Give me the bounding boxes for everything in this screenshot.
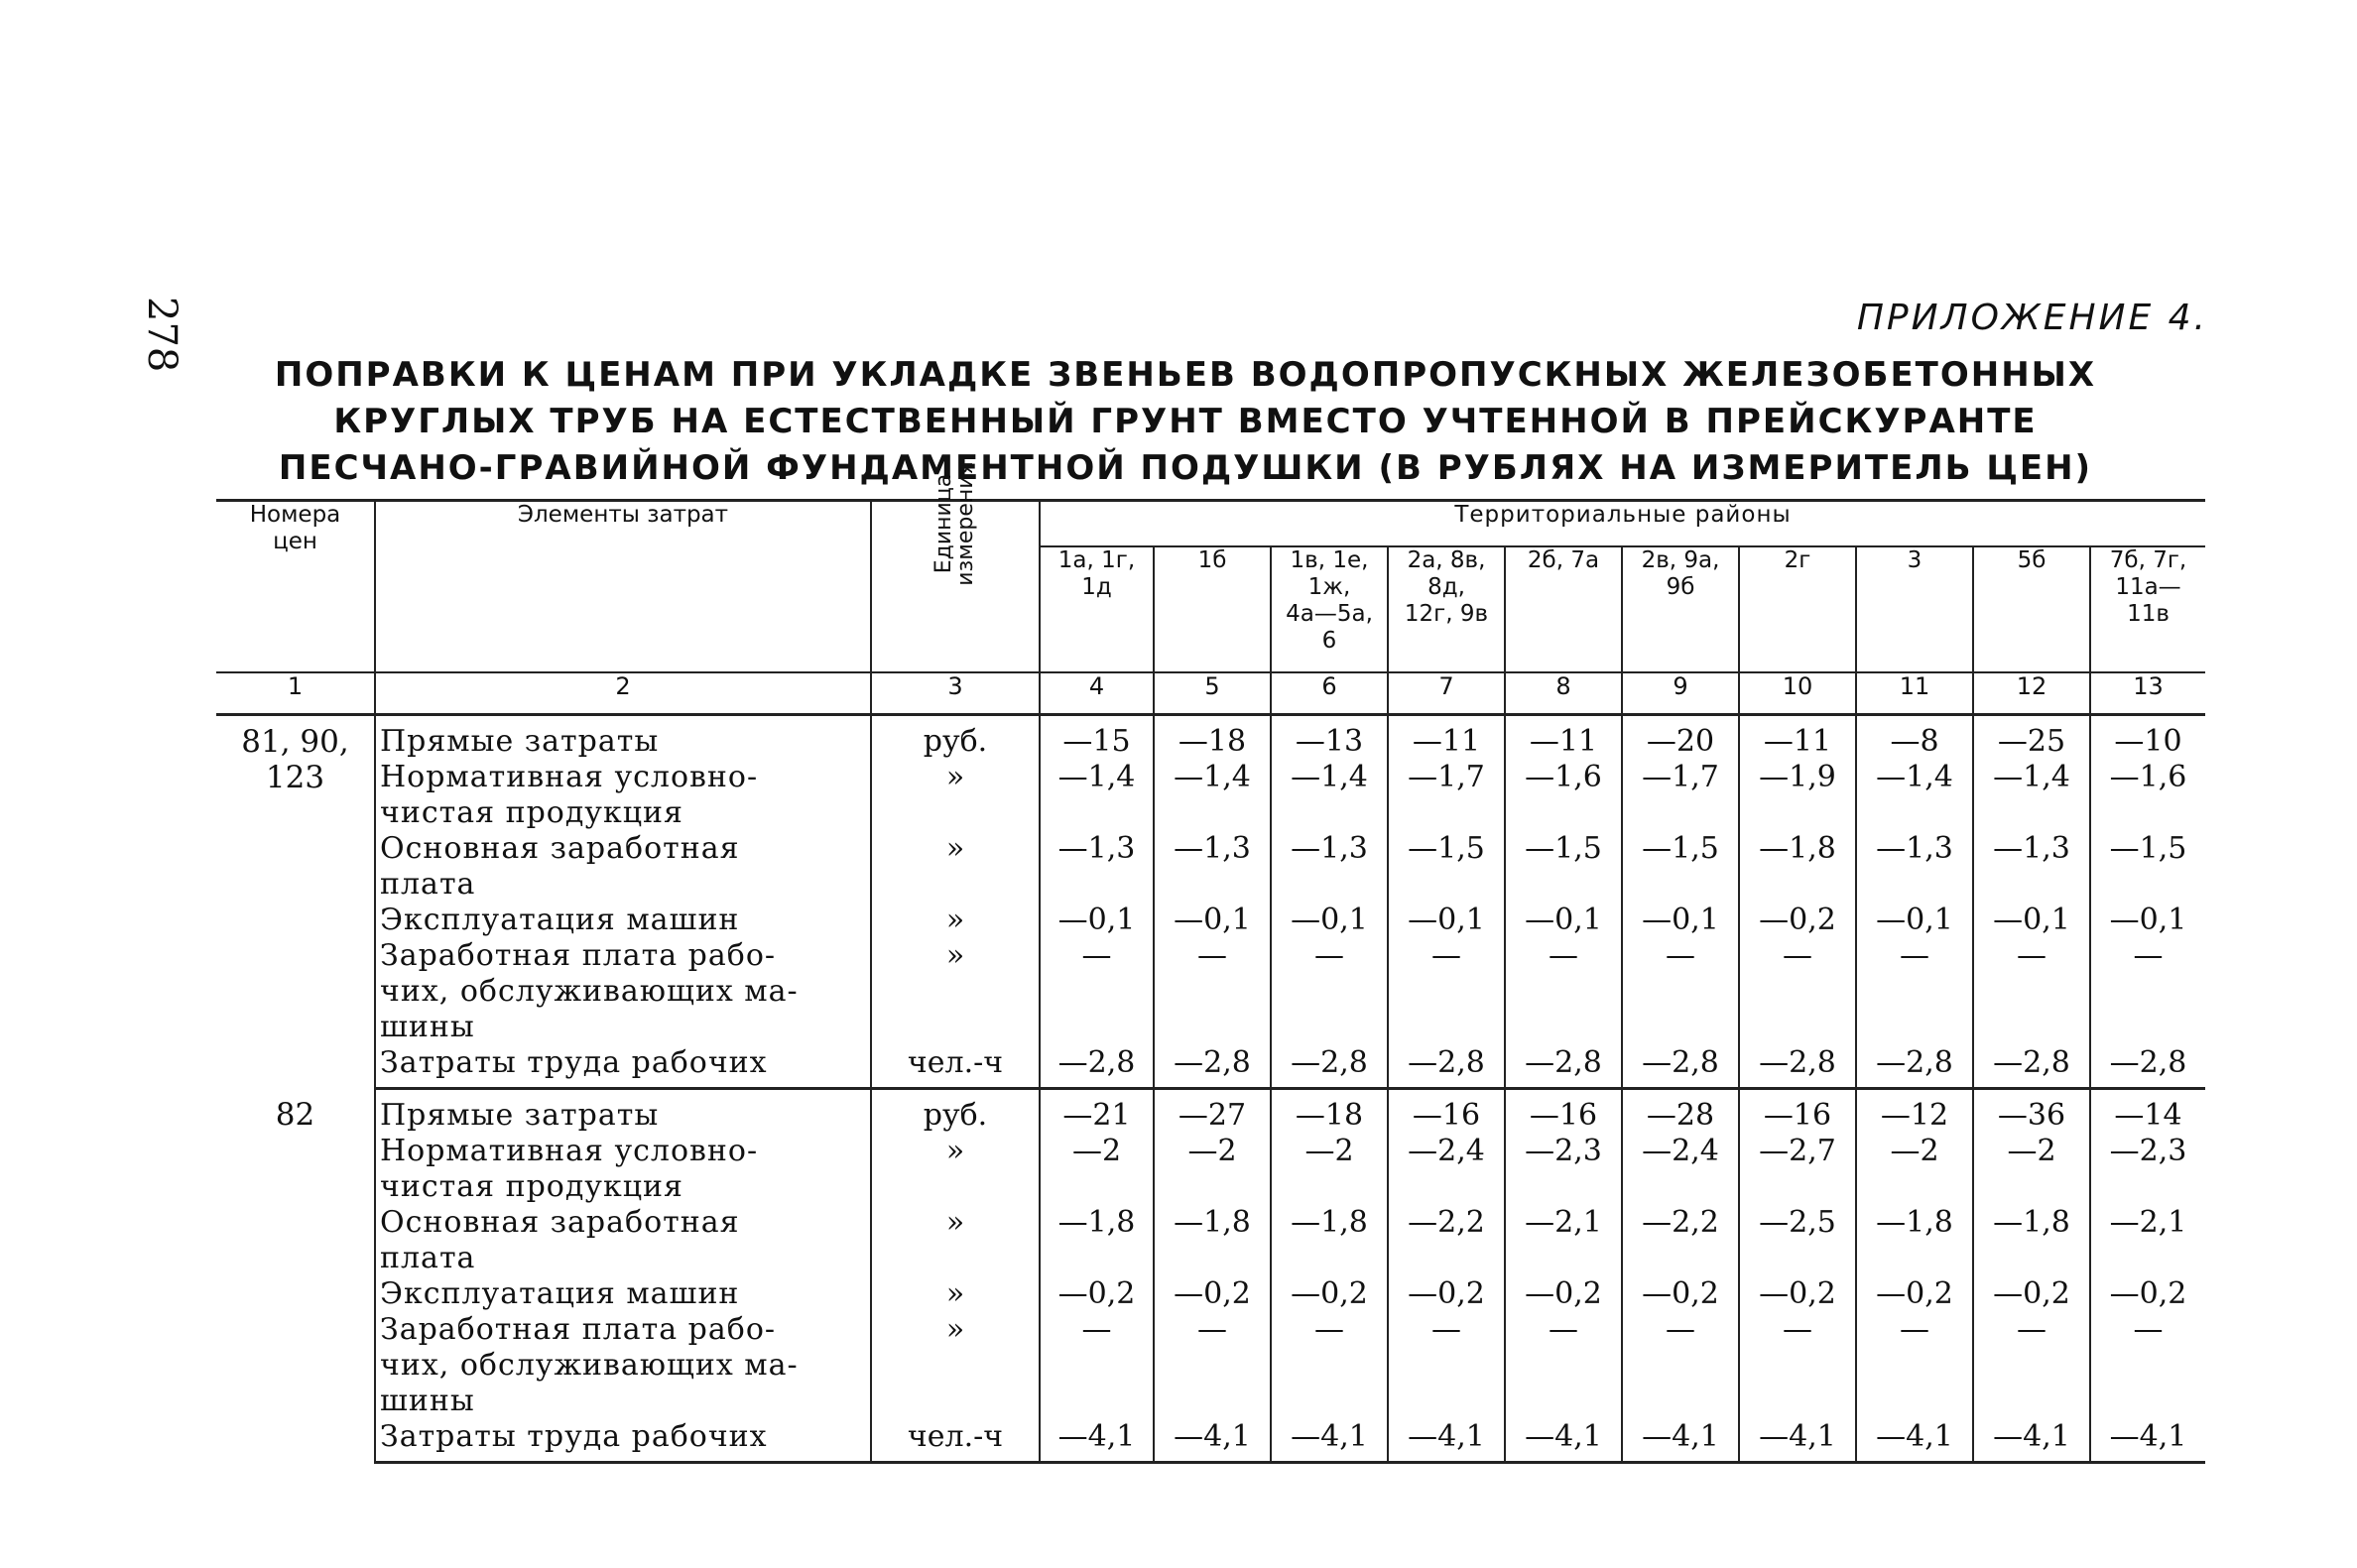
value-cell: —2: [1973, 1134, 2090, 1205]
cost-element-line: Нормативная условно-: [380, 760, 759, 794]
value-cell: —18: [1271, 1089, 1388, 1135]
header-text-line: Номера: [249, 502, 341, 528]
table-row: [216, 1312, 2205, 1419]
cost-element-cell: [375, 760, 871, 831]
value-cell: —: [1154, 1312, 1271, 1419]
value-cell: —1,3: [1271, 831, 1388, 903]
value-cell: —0,2: [1271, 1276, 1388, 1312]
cost-element-line: плата: [380, 1241, 476, 1275]
value-cell: —1,6: [1505, 760, 1622, 831]
value-cell: —2,8: [1856, 1045, 1973, 1089]
value-cell: —27: [1154, 1089, 1271, 1135]
value-cell: —2,8: [1040, 1045, 1154, 1089]
value-cell: —18: [1154, 715, 1271, 761]
cost-element-cell: [375, 1089, 871, 1135]
region-label-line: 1ж,: [1307, 574, 1351, 600]
value-cell: —4,1: [1739, 1419, 1856, 1463]
value-cell: —2,8: [1622, 1045, 1739, 1089]
column-number: 8: [1505, 672, 1622, 715]
column-number: 13: [2090, 672, 2205, 715]
region-label-line: 2в, 9а,: [1641, 547, 1720, 573]
cost-element-line: чистая продукция: [380, 1169, 683, 1204]
region-header: [1271, 546, 1388, 672]
price-number-line: 123: [265, 760, 325, 795]
value-cell: —8: [1856, 715, 1973, 761]
table-row: [216, 760, 2205, 831]
header-unit: [871, 461, 1040, 673]
region-label-line: 2б, 7а: [1527, 547, 1600, 573]
value-cell: —4,1: [1856, 1419, 1973, 1463]
value-cell: —1,8: [1154, 1205, 1271, 1276]
value-cell: —1,9: [1739, 760, 1856, 831]
cost-element-cell: [375, 1205, 871, 1276]
unit-cell: »: [871, 903, 1040, 938]
value-cell: —0,1: [1040, 903, 1154, 938]
value-cell: —1,8: [1040, 1205, 1154, 1276]
column-number: 6: [1271, 672, 1388, 715]
value-cell: —2,3: [2090, 1134, 2205, 1205]
value-cell: —: [1973, 1312, 2090, 1419]
unit-cell: »: [871, 1276, 1040, 1312]
region-label-line: 7б, 7г,: [2109, 547, 2187, 573]
value-cell: —4,1: [1040, 1419, 1154, 1463]
header-price-numbers: [216, 501, 375, 673]
value-cell: —0,1: [1271, 903, 1388, 938]
value-cell: —: [1856, 1312, 1973, 1419]
cost-element-line: плата: [380, 867, 476, 902]
cost-element-cell: [375, 903, 871, 938]
title-line: ПОПРАВКИ К ЦЕНАМ ПРИ УКЛАДКЕ ЗВЕНЬЕВ ВОДОПРОПУСКНЫХ ЖЕЛЕЗОБЕТОННЫХ: [274, 355, 2097, 395]
region-label-line: 11в: [2127, 601, 2170, 627]
value-cell: —1,4: [1040, 760, 1154, 831]
column-number: 10: [1739, 672, 1856, 715]
region-header: [2090, 546, 2205, 672]
value-cell: —2,2: [1622, 1205, 1739, 1276]
table-row: [216, 1205, 2205, 1276]
header-text-line: измерения: [952, 461, 978, 586]
table-body: [216, 715, 2205, 1463]
unit-cell: »: [871, 760, 1040, 831]
value-cell: —0,1: [1505, 903, 1622, 938]
value-cell: —28: [1622, 1089, 1739, 1135]
value-cell: —1,8: [1739, 831, 1856, 903]
value-cell: —: [1856, 938, 1973, 1045]
value-cell: —12: [1856, 1089, 1973, 1135]
cost-element-cell: [375, 831, 871, 903]
value-cell: —0,2: [2090, 1276, 2205, 1312]
region-header: [1505, 546, 1622, 672]
value-cell: —2,3: [1505, 1134, 1622, 1205]
value-cell: —20: [1622, 715, 1739, 761]
value-cell: —13: [1271, 715, 1388, 761]
value-cell: —2,1: [1505, 1205, 1622, 1276]
cost-element-line: Основная заработная: [380, 831, 740, 866]
value-cell: —4,1: [1505, 1419, 1622, 1463]
cost-element-line: чистая продукция: [380, 795, 683, 830]
value-cell: —2: [1271, 1134, 1388, 1205]
value-cell: —2,2: [1388, 1205, 1505, 1276]
value-cell: —11: [1505, 715, 1622, 761]
value-cell: —: [1505, 1312, 1622, 1419]
cost-element-cell: [375, 1419, 871, 1463]
value-cell: —4,1: [1154, 1419, 1271, 1463]
value-cell: —2,8: [1973, 1045, 2090, 1089]
value-cell: —1,4: [1973, 760, 2090, 831]
cost-element-line: Прямые затраты: [380, 1098, 660, 1133]
column-number: 9: [1622, 672, 1739, 715]
value-cell: —: [1388, 1312, 1505, 1419]
region-label-line: 11а—: [2115, 574, 2181, 600]
price-number-cell: [216, 715, 375, 1089]
region-header: [1622, 546, 1739, 672]
unit-cell: »: [871, 1205, 1040, 1276]
value-cell: —2,8: [1739, 1045, 1856, 1089]
unit-cell: »: [871, 1134, 1040, 1205]
value-cell: —2: [1154, 1134, 1271, 1205]
value-cell: —2,8: [1154, 1045, 1271, 1089]
column-number: 7: [1388, 672, 1505, 715]
value-cell: —2,7: [1739, 1134, 1856, 1205]
value-cell: —: [2090, 1312, 2205, 1419]
value-cell: —1,8: [1271, 1205, 1388, 1276]
table-row: [216, 715, 2205, 761]
value-cell: —: [1505, 938, 1622, 1045]
value-cell: —2,5: [1739, 1205, 1856, 1276]
value-cell: —: [2090, 938, 2205, 1045]
cost-element-line: Затраты труда рабочих: [380, 1419, 768, 1454]
appendix-label: ПРИЛОЖЕНИЕ 4.: [1856, 298, 2208, 338]
value-cell: —2: [1040, 1134, 1154, 1205]
value-cell: —11: [1739, 715, 1856, 761]
value-cell: —0,2: [1739, 1276, 1856, 1312]
table-row: [216, 1045, 2205, 1089]
column-number: 4: [1040, 672, 1154, 715]
column-number: 11: [1856, 672, 1973, 715]
cost-element-cell: [375, 715, 871, 761]
value-cell: —4,1: [1388, 1419, 1505, 1463]
region-label-line: 2а, 8в,: [1407, 547, 1486, 573]
value-cell: —: [1040, 1312, 1154, 1419]
value-cell: —1,8: [1856, 1205, 1973, 1276]
cost-element-line: чих, обслуживающих ма-: [380, 1348, 799, 1383]
value-cell: —21: [1040, 1089, 1154, 1135]
table-row: [216, 831, 2205, 903]
value-cell: —: [1622, 1312, 1739, 1419]
region-label-line: 4а—5а,: [1286, 601, 1373, 627]
value-cell: —0,2: [1622, 1276, 1739, 1312]
value-cell: —11: [1388, 715, 1505, 761]
value-cell: —2,4: [1388, 1134, 1505, 1205]
value-cell: —0,2: [1739, 903, 1856, 938]
region-header: [1388, 546, 1505, 672]
region-header: [1040, 546, 1154, 672]
cost-element-line: Затраты труда рабочих: [380, 1045, 768, 1080]
value-cell: —1,5: [1388, 831, 1505, 903]
value-cell: —15: [1040, 715, 1154, 761]
value-cell: —1,5: [1622, 831, 1739, 903]
value-cell: —36: [1973, 1089, 2090, 1135]
value-cell: —0,2: [1388, 1276, 1505, 1312]
column-number: 5: [1154, 672, 1271, 715]
value-cell: —1,5: [2090, 831, 2205, 903]
region-header: [1739, 546, 1856, 672]
cost-element-line: Эксплуатация машин: [380, 903, 740, 937]
unit-cell: руб.: [871, 1089, 1040, 1135]
value-cell: —1,8: [1973, 1205, 2090, 1276]
cost-element-line: Прямые затраты: [380, 724, 660, 759]
value-cell: —: [1739, 1312, 1856, 1419]
value-cell: —0,2: [1505, 1276, 1622, 1312]
cost-element-line: Нормативная условно-: [380, 1134, 759, 1168]
region-header: [1154, 546, 1271, 672]
value-cell: —2,4: [1622, 1134, 1739, 1205]
title-line: КРУГЛЫХ ТРУБ НА ЕСТЕСТВЕННЫЙ ГРУНТ ВМЕСТО УЧТЕННОЙ В ПРЕЙСКУРАНТЕ: [333, 402, 2038, 441]
value-cell: —16: [1505, 1089, 1622, 1135]
column-number: 2: [375, 672, 871, 715]
table-title: [218, 352, 2153, 492]
unit-cell: чел.-ч: [871, 1419, 1040, 1463]
table-row: [216, 1419, 2205, 1463]
header-territorial-regions: Территориальные районы: [1040, 501, 2205, 547]
value-cell: —4,1: [2090, 1419, 2205, 1463]
region-label-line: 12г, 9в: [1404, 601, 1489, 627]
table-row: [216, 1276, 2205, 1312]
cost-element-line: шины: [380, 1384, 475, 1418]
value-cell: —0,2: [1973, 1276, 2090, 1312]
region-label-line: 6: [1321, 628, 1337, 654]
value-cell: —1,4: [1856, 760, 1973, 831]
cost-element-cell: [375, 1045, 871, 1089]
price-number-line: 82: [275, 1096, 315, 1133]
cost-element-cell: [375, 1134, 871, 1205]
region-label-line: 1д: [1081, 574, 1112, 600]
value-cell: —2,1: [2090, 1205, 2205, 1276]
value-cell: —4,1: [1622, 1419, 1739, 1463]
value-cell: —: [1973, 938, 2090, 1045]
unit-cell: чел.-ч: [871, 1045, 1040, 1089]
region-label-line: 1а, 1г,: [1057, 547, 1136, 573]
value-cell: —: [1388, 938, 1505, 1045]
table-row: [216, 938, 2205, 1045]
region-header: [1856, 546, 1973, 672]
value-cell: —1,7: [1622, 760, 1739, 831]
column-number: 1: [216, 672, 375, 715]
value-cell: —1,5: [1505, 831, 1622, 903]
value-cell: —14: [2090, 1089, 2205, 1135]
cost-element-cell: [375, 1276, 871, 1312]
value-cell: —: [1271, 1312, 1388, 1419]
header-unit-vertical: [930, 461, 978, 586]
table-row: [216, 903, 2205, 938]
region-label-line: 8д,: [1427, 574, 1465, 600]
value-cell: —0,2: [1154, 1276, 1271, 1312]
table-row: [216, 1134, 2205, 1205]
region-header: [1973, 546, 2090, 672]
value-cell: —: [1622, 938, 1739, 1045]
cost-element-line: Основная заработная: [380, 1205, 740, 1240]
value-cell: —10: [2090, 715, 2205, 761]
value-cell: —1,3: [1856, 831, 1973, 903]
cost-element-line: чих, обслуживающих ма-: [380, 974, 799, 1009]
value-cell: —0,1: [1973, 903, 2090, 938]
value-cell: —16: [1388, 1089, 1505, 1135]
region-label-line: 2г: [1784, 547, 1811, 573]
column-number-row: [216, 672, 2205, 715]
value-cell: —0,1: [1388, 903, 1505, 938]
unit-cell: »: [871, 831, 1040, 903]
value-cell: —: [1154, 938, 1271, 1045]
table-row: [216, 1089, 2205, 1135]
value-cell: —2,8: [1271, 1045, 1388, 1089]
value-cell: —1,3: [1154, 831, 1271, 903]
cost-element-line: Эксплуатация машин: [380, 1276, 740, 1311]
header-text-line: цен: [273, 529, 317, 554]
value-cell: —1,4: [1154, 760, 1271, 831]
value-cell: —1,3: [1973, 831, 2090, 903]
value-cell: —: [1040, 938, 1154, 1045]
value-cell: —25: [1973, 715, 2090, 761]
region-label-line: 3: [1907, 547, 1923, 573]
header-text-line: Единица: [930, 473, 956, 574]
value-cell: —1,6: [2090, 760, 2205, 831]
value-cell: —: [1271, 938, 1388, 1045]
page-number: 278: [139, 297, 185, 373]
column-number: 3: [871, 672, 1040, 715]
header-cost-elements: Элементы затрат: [375, 501, 871, 673]
region-label-line: 9б: [1666, 574, 1695, 600]
cost-element-line: шины: [380, 1010, 475, 1044]
unit-cell: »: [871, 938, 1040, 1045]
value-cell: —4,1: [1973, 1419, 2090, 1463]
region-label-line: 5б: [2017, 547, 2047, 573]
value-cell: —1,4: [1271, 760, 1388, 831]
region-label-line: 1б: [1197, 547, 1227, 573]
value-cell: —16: [1739, 1089, 1856, 1135]
value-cell: —0,2: [1856, 1276, 1973, 1312]
value-cell: —0,2: [1040, 1276, 1154, 1312]
value-cell: —0,1: [1154, 903, 1271, 938]
column-number: 12: [1973, 672, 2090, 715]
value-cell: —1,7: [1388, 760, 1505, 831]
unit-cell: »: [871, 1312, 1040, 1419]
title-line: ПЕСЧАНО-ГРАВИЙНОЙ ФУНДАМЕНТНОЙ ПОДУШКИ (В РУБЛЯХ НА ИЗМЕРИТЕЛЬ ЦЕН): [278, 448, 2093, 488]
cost-element-cell: [375, 938, 871, 1045]
value-cell: —0,1: [1856, 903, 1973, 938]
value-cell: —2: [1856, 1134, 1973, 1205]
value-cell: —0,1: [2090, 903, 2205, 938]
value-cell: —2,8: [2090, 1045, 2205, 1089]
value-cell: —: [1739, 938, 1856, 1045]
cost-element-line: Заработная плата рабо-: [380, 1312, 777, 1347]
unit-cell: руб.: [871, 715, 1040, 761]
value-cell: —4,1: [1271, 1419, 1388, 1463]
price-number-line: 81, 90,: [241, 724, 349, 760]
price-number-cell: [216, 1089, 375, 1463]
value-cell: —1,3: [1040, 831, 1154, 903]
cost-element-line: Заработная плата рабо-: [380, 938, 777, 973]
value-cell: —0,1: [1622, 903, 1739, 938]
cost-element-cell: [375, 1312, 871, 1419]
region-label-line: 1в, 1е,: [1290, 547, 1369, 573]
value-cell: —2,8: [1388, 1045, 1505, 1089]
value-cell: —2,8: [1505, 1045, 1622, 1089]
